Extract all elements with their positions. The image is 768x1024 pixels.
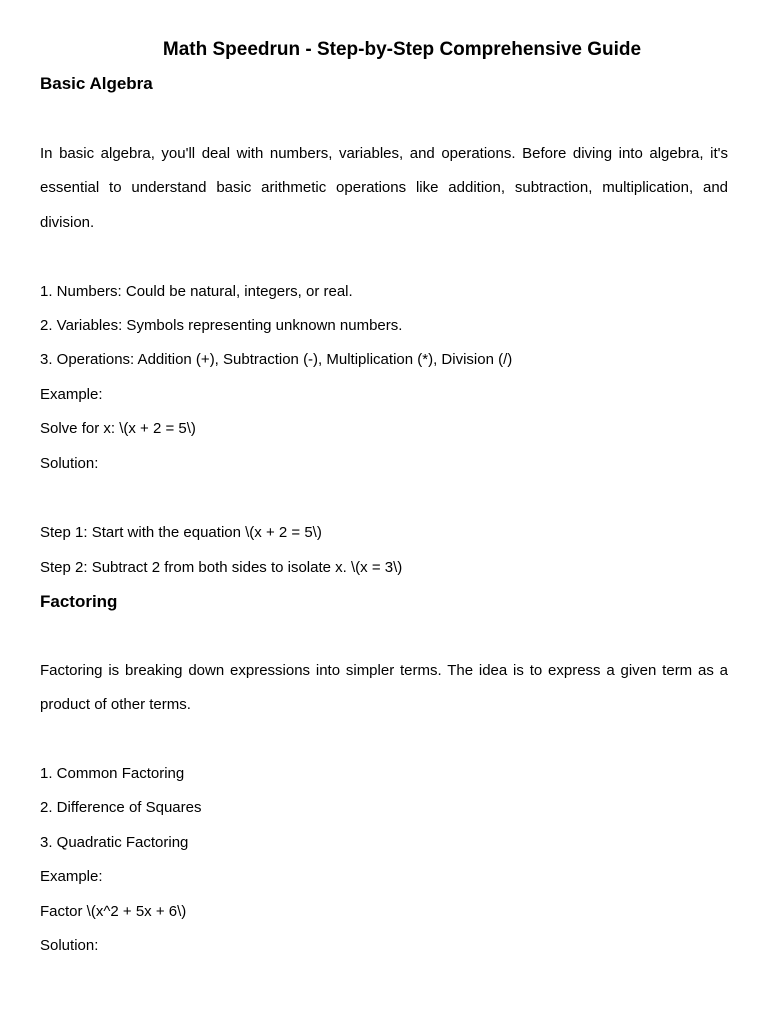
paragraph-line: division. — [40, 214, 95, 231]
section-heading-factoring: Factoring — [40, 592, 118, 611]
solution-label: Solution: — [40, 455, 99, 472]
solution-step: Step 1: Start with the equation \(x + 2 = 5\) — [40, 524, 322, 541]
paragraph-line: product of other terms. — [40, 696, 191, 713]
example-text: Solve for x: \(x + 2 = 5\) — [40, 420, 196, 437]
list-item: 2. Variables: Symbols representing unknown numbers. — [40, 317, 403, 334]
solution-step: Step 2: Subtract 2 from both sides to isolate x. \(x = 3\) — [40, 559, 403, 576]
document-title: Math Speedrun - Step-by-Step Comprehensive Guide — [162, 39, 642, 60]
example-text: Factor \(x^2 + 5x + 6\) — [40, 903, 187, 920]
example-label: Example: — [40, 868, 103, 885]
paragraph-line: essential to understand basic arithmetic operations like addition, subtraction, multiplication, and — [40, 179, 728, 196]
example-label: Example: — [40, 386, 103, 403]
solution-label: Solution: — [40, 937, 99, 954]
list-item: 3. Quadratic Factoring — [40, 834, 189, 851]
list-item: 1. Numbers: Could be natural, integers, or real. — [40, 283, 353, 300]
list-item: 2. Difference of Squares — [40, 799, 202, 816]
paragraph-line: Factoring is breaking down expressions into simpler terms. The idea is to express a given term as a — [40, 662, 728, 679]
section-heading-basic-algebra: Basic Algebra — [40, 74, 153, 93]
list-item: 3. Operations: Addition (+), Subtraction (-), Multiplication (*), Division (/) — [40, 351, 513, 368]
list-item: 1. Common Factoring — [40, 765, 185, 782]
paragraph-line: In basic algebra, you'll deal with numbers, variables, and operations. Before diving into algebra, it's — [40, 145, 728, 162]
